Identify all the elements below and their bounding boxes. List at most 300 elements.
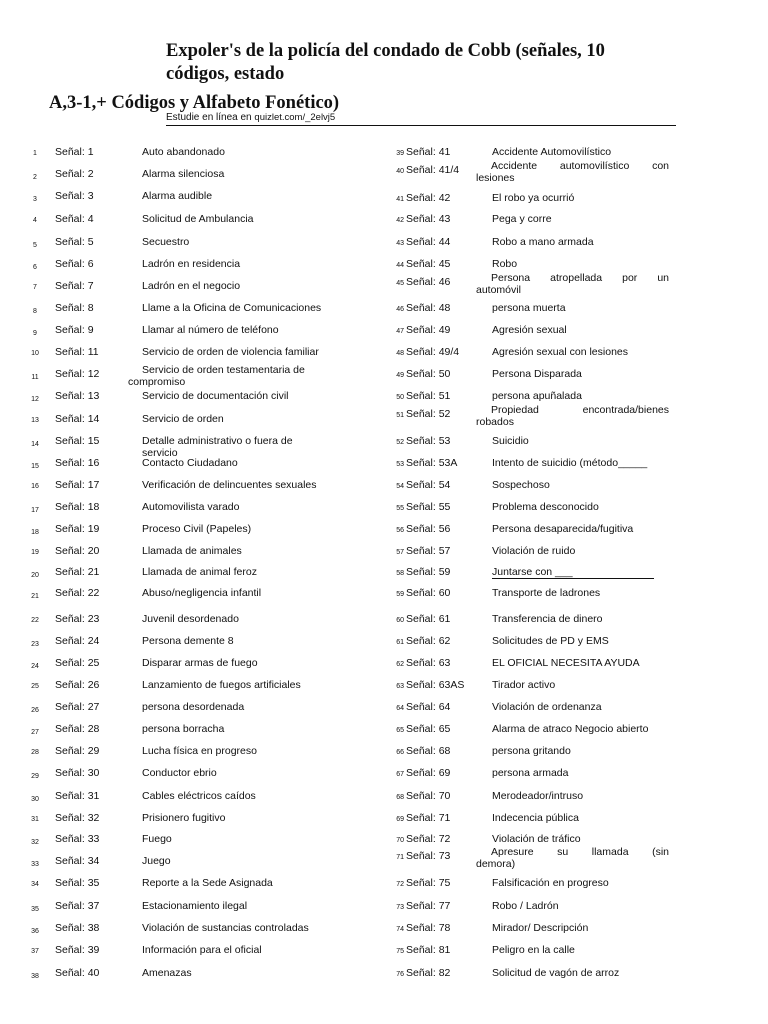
signal-code: Señal: 19 <box>55 523 100 535</box>
item-number: 58 <box>396 570 404 577</box>
item-number: 48 <box>396 350 404 357</box>
item-number: 18 <box>31 529 39 536</box>
list-item <box>0 213 390 235</box>
list-item <box>385 272 675 298</box>
list-item <box>0 790 390 812</box>
signal-code: Señal: 69 <box>406 767 451 779</box>
item-number: 21 <box>31 593 39 600</box>
item-number: 40 <box>396 168 404 175</box>
signal-description: Problema desconocido <box>492 501 599 513</box>
item-number: 29 <box>31 773 39 780</box>
signal-description: Violación de sustancias controladas <box>142 922 309 934</box>
list-item <box>0 457 390 479</box>
item-number: 1 <box>33 150 37 157</box>
item-number: 32 <box>31 839 39 846</box>
list-item <box>0 280 390 302</box>
signal-description: Detalle administrativo o fuera de servicio <box>142 435 293 459</box>
item-number: 6 <box>33 264 37 271</box>
item-number: 26 <box>31 707 39 714</box>
signal-description: Agresión sexual con lesiones <box>492 346 628 358</box>
item-number: 43 <box>396 240 404 247</box>
list-item <box>385 302 675 324</box>
item-number: 68 <box>396 794 404 801</box>
signal-code: Señal: 62 <box>406 635 451 647</box>
signal-description: Persona desaparecida/fugitiva <box>492 523 634 535</box>
list-item <box>385 922 675 944</box>
signal-description: Servicio de documentación civil <box>142 390 289 402</box>
signal-code: Señal: 12 <box>55 368 100 380</box>
signal-description: Solicitud de Ambulancia <box>142 213 254 225</box>
signal-code: Señal: 54 <box>406 479 451 491</box>
signal-code: Señal: 53A <box>406 457 458 469</box>
description-line-2: demora) <box>476 858 516 870</box>
signal-description: Solicitudes de PD y EMS <box>492 635 609 647</box>
item-number: 10 <box>31 350 39 357</box>
signal-description: persona apuñalada <box>492 390 582 402</box>
signal-code: Señal: 49/4 <box>406 346 460 358</box>
signal-description: Ladrón en el negocio <box>142 280 241 292</box>
signal-description: Ladrón en residencia <box>142 258 241 270</box>
signal-code: Señal: 49 <box>406 324 451 336</box>
signal-description <box>476 404 669 428</box>
list-item <box>0 900 390 922</box>
item-number: 33 <box>31 861 39 868</box>
list-item <box>385 877 675 899</box>
list-item <box>385 523 675 545</box>
signal-description: Verificación de delincuentes sexuales <box>142 479 317 491</box>
item-number: 64 <box>396 705 404 712</box>
signal-description: Accidente Automovilístico <box>492 146 612 158</box>
signal-description <box>476 846 669 870</box>
signal-description: Automovilista varado <box>142 501 240 513</box>
item-number: 69 <box>396 816 404 823</box>
item-number: 42 <box>396 217 404 224</box>
signal-description: Alarma de atraco Negocio abierto <box>492 723 649 735</box>
list-item <box>385 501 675 523</box>
list-item <box>385 790 675 812</box>
item-number: 61 <box>396 639 404 646</box>
signal-code: Señal: 44 <box>406 236 451 248</box>
signal-description: Llame a la Oficina de Comunicaciones <box>142 302 322 314</box>
signal-code: Señal: 70 <box>406 790 451 802</box>
description-line-2: robados <box>476 416 514 428</box>
signal-code: Señal: 63AS <box>406 679 465 691</box>
list-item <box>0 146 390 168</box>
item-number: 59 <box>396 591 404 598</box>
list-item <box>385 213 675 235</box>
signal-code: Señal: 64 <box>406 701 451 713</box>
item-number: 11 <box>31 374 39 381</box>
description-line-1: Apresure su llamada (sin <box>491 846 669 858</box>
signal-code: Señal: 8 <box>55 302 94 314</box>
item-number: 24 <box>31 663 39 670</box>
signal-code: Señal: 24 <box>55 635 100 647</box>
signal-code: Señal: 35 <box>55 877 100 889</box>
item-number: 22 <box>31 617 39 624</box>
list-item <box>385 900 675 922</box>
signal-description <box>476 272 669 296</box>
list-item <box>0 833 390 855</box>
signal-code: Señal: 53 <box>406 435 451 447</box>
item-number: 3 <box>33 196 37 203</box>
signal-description: persona borracha <box>142 723 225 735</box>
item-number: 16 <box>31 483 39 490</box>
item-number: 70 <box>396 837 404 844</box>
list-item <box>385 944 675 966</box>
description-line-1: Propiedad encontrada/bienes <box>491 404 669 416</box>
signal-description: Robo / Ladrón <box>492 900 559 912</box>
item-number: 12 <box>31 396 39 403</box>
list-item <box>385 346 675 368</box>
signal-code: Señal: 32 <box>55 812 100 824</box>
signal-code: Señal: 38 <box>55 922 100 934</box>
list-item <box>0 767 390 789</box>
signal-code: Señal: 34 <box>55 855 100 867</box>
item-number: 75 <box>396 948 404 955</box>
signal-code: Señal: 48 <box>406 302 451 314</box>
item-number: 44 <box>396 262 404 269</box>
item-number: 30 <box>31 796 39 803</box>
item-number: 55 <box>396 505 404 512</box>
signal-code: Señal: 5 <box>55 236 94 248</box>
description-line-2: compromiso <box>128 376 186 388</box>
signal-code: Señal: 1 <box>55 146 94 158</box>
signal-code: Señal: 17 <box>55 479 100 491</box>
item-number: 37 <box>31 948 39 955</box>
signal-code: Señal: 82 <box>406 967 451 979</box>
signal-description: Contacto Ciudadano <box>142 457 238 469</box>
list-item <box>385 767 675 789</box>
signal-code: Señal: 16 <box>55 457 100 469</box>
signal-description: Llamada de animal feroz <box>142 566 257 578</box>
signal-code: Señal: 75 <box>406 877 451 889</box>
signal-description: Reporte a la Sede Asignada <box>142 877 273 889</box>
list-item <box>385 723 675 745</box>
signal-code: Señal: 61 <box>406 613 451 625</box>
signal-code: Señal: 72 <box>406 833 451 845</box>
list-item <box>385 846 675 872</box>
item-number: 56 <box>396 527 404 534</box>
list-item <box>0 523 390 545</box>
list-item <box>0 587 390 609</box>
item-number: 9 <box>33 330 37 337</box>
item-number: 35 <box>31 906 39 913</box>
list-item <box>385 657 675 679</box>
item-number: 20 <box>31 572 39 579</box>
list-item <box>0 545 390 567</box>
item-number: 53 <box>396 461 404 468</box>
list-item <box>385 566 675 588</box>
signal-description: Transferencia de dinero <box>492 613 603 625</box>
signal-code: Señal: 33 <box>55 833 100 845</box>
list-item <box>0 657 390 679</box>
item-number: 36 <box>31 928 39 935</box>
list-item <box>385 368 675 390</box>
signal-code: Señal: 60 <box>406 587 451 599</box>
signal-code: Señal: 23 <box>55 613 100 625</box>
signal-code: Señal: 52 <box>406 408 451 420</box>
item-number: 38 <box>31 973 39 980</box>
signal-code: Señal: 28 <box>55 723 100 735</box>
signal-code: Señal: 3 <box>55 190 94 202</box>
signal-code: Señal: 7 <box>55 280 94 292</box>
signal-code: Señal: 18 <box>55 501 100 513</box>
item-number: 45 <box>396 280 404 287</box>
signal-description: Secuestro <box>142 236 190 248</box>
item-number: 46 <box>396 306 404 313</box>
list-item <box>385 635 675 657</box>
signal-code: Señal: 63 <box>406 657 451 669</box>
list-item <box>0 501 390 523</box>
signal-code: Señal: 29 <box>55 745 100 757</box>
signal-description: Sospechoso <box>492 479 550 491</box>
signal-code: Señal: 73 <box>406 850 451 862</box>
signal-code: Señal: 27 <box>55 701 100 713</box>
list-item <box>0 922 390 944</box>
signal-description: Solicitud de vagón de arroz <box>492 967 620 979</box>
item-number: 54 <box>396 483 404 490</box>
signal-description: Robo <box>492 258 518 270</box>
item-number: 15 <box>31 463 39 470</box>
signal-description: persona gritando <box>492 745 571 757</box>
signal-description: persona muerta <box>492 302 566 314</box>
item-number: 19 <box>31 549 39 556</box>
signal-code: Señal: 56 <box>406 523 451 535</box>
signal-description: Información para el oficial <box>142 944 262 956</box>
signal-code: Señal: 41 <box>406 146 451 158</box>
signal-code: Señal: 20 <box>55 545 100 557</box>
description-line-1: Persona atropellada por un <box>491 272 669 284</box>
item-number: 49 <box>396 372 404 379</box>
item-number: 66 <box>396 749 404 756</box>
signal-code: Señal: 81 <box>406 944 451 956</box>
item-number: 50 <box>396 394 404 401</box>
list-item <box>0 855 390 877</box>
signal-description: Persona Disparada <box>492 368 582 380</box>
signal-code: Señal: 45 <box>406 258 451 270</box>
signal-description: Llamada de animales <box>142 545 242 557</box>
signal-description: Conductor ebrio <box>142 767 217 779</box>
signal-description: Cables eléctricos caídos <box>142 790 256 802</box>
list-item <box>0 364 390 390</box>
list-item <box>385 457 675 479</box>
list-item <box>0 435 390 457</box>
signal-description: Intento de suicidio (método_____ <box>492 457 648 469</box>
signal-code: Señal: 51 <box>406 390 451 402</box>
list-item <box>385 479 675 501</box>
signal-description: Llamar al número de teléfono <box>142 324 279 336</box>
item-number: 52 <box>396 439 404 446</box>
signal-description: EL OFICIAL NECESITA AYUDA <box>492 657 640 669</box>
item-number: 72 <box>396 881 404 888</box>
signal-code: Señal: 71 <box>406 812 451 824</box>
study-link[interactable]: quizlet.com/_2elvj5 <box>254 112 336 123</box>
signal-code: Señal: 68 <box>406 745 451 757</box>
signal-code: Señal: 4 <box>55 213 94 225</box>
description-line-1: Accidente automovilístico con <box>491 160 669 172</box>
signal-description: Juego <box>142 855 171 867</box>
signal-description: Persona demente 8 <box>142 635 234 647</box>
description-line-1: Servicio de orden testamentaria de <box>142 364 305 376</box>
list-item <box>0 302 390 324</box>
signal-description: Tirador activo <box>492 679 556 691</box>
signal-description: Auto abandonado <box>142 146 225 158</box>
list-item <box>385 435 675 457</box>
signal-description: El robo ya ocurrió <box>492 192 575 204</box>
signal-description: Mirador/ Descripción <box>492 922 589 934</box>
item-number: 4 <box>33 217 37 224</box>
description-line-2: lesiones <box>476 172 515 184</box>
study-line <box>166 112 676 126</box>
signal-description: Alarma silenciosa <box>142 168 225 180</box>
signal-description: Peligro en la calle <box>492 944 575 956</box>
list-item <box>0 190 390 212</box>
page-subtitle: A,3-1,+ Códigos y Alfabeto Fonético) <box>49 93 340 113</box>
list-item <box>385 324 675 346</box>
item-number: 41 <box>396 196 404 203</box>
page-title: Expoler's de la policía del condado de Cobb (señales, 10 códigos, estado <box>166 41 605 84</box>
signal-description <box>476 160 669 184</box>
item-number: 27 <box>31 729 39 736</box>
list-item <box>385 967 675 989</box>
signal-description: Abuso/negligencia infantil <box>142 587 262 599</box>
list-item <box>0 967 390 989</box>
signal-description: Alarma audible <box>142 190 213 202</box>
list-item <box>0 258 390 280</box>
list-item <box>385 545 675 567</box>
item-number: 7 <box>33 284 37 291</box>
item-number: 60 <box>396 617 404 624</box>
list-item <box>385 587 675 609</box>
signal-code: Señal: 9 <box>55 324 94 336</box>
list-item <box>385 236 675 258</box>
item-number: 73 <box>396 904 404 911</box>
signal-description: Disparar armas de fuego <box>142 657 258 669</box>
list-item <box>0 324 390 346</box>
item-number: 34 <box>31 881 39 888</box>
list-item <box>0 168 390 190</box>
signal-description: Pega y corre <box>492 213 552 225</box>
list-item <box>0 413 390 435</box>
signal-description: Robo a mano armada <box>492 236 594 248</box>
item-number: 65 <box>396 727 404 734</box>
signal-description: Servicio de orden <box>142 413 224 425</box>
item-number: 57 <box>396 549 404 556</box>
signal-description: Agresión sexual <box>492 324 567 336</box>
signal-code: Señal: 25 <box>55 657 100 669</box>
signal-code: Señal: 39 <box>55 944 100 956</box>
signal-code: Señal: 15 <box>55 435 100 447</box>
list-item <box>385 812 675 834</box>
signal-description: Violación de tráfico <box>492 833 581 845</box>
description-line-2: automóvil <box>476 284 521 296</box>
signal-description: Proceso Civil (Papeles) <box>142 523 252 535</box>
list-item <box>385 404 675 430</box>
item-number: 25 <box>31 683 39 690</box>
item-number: 47 <box>396 328 404 335</box>
item-number: 28 <box>31 749 39 756</box>
signal-code: Señal: 22 <box>55 587 100 599</box>
signal-code: Señal: 57 <box>406 545 451 557</box>
list-item <box>0 701 390 723</box>
signal-code: Señal: 26 <box>55 679 100 691</box>
signal-code: Señal: 55 <box>406 501 451 513</box>
signal-description <box>128 364 327 388</box>
signal-description: Violación de ordenanza <box>492 701 602 713</box>
list-item <box>0 635 390 657</box>
signal-description: Juntarse con ___ <box>492 566 654 579</box>
item-number: 2 <box>33 174 37 181</box>
item-number: 14 <box>31 441 39 448</box>
list-item <box>0 390 390 412</box>
signal-description: Lanzamiento de fuegos artificiales <box>142 679 301 691</box>
signal-code: Señal: 77 <box>406 900 451 912</box>
list-item <box>385 745 675 767</box>
list-item <box>0 723 390 745</box>
signal-code: Señal: 40 <box>55 967 100 979</box>
item-number: 13 <box>31 417 39 424</box>
signal-description: persona desordenada <box>142 701 245 713</box>
signal-description: Amenazas <box>142 967 192 979</box>
list-item <box>0 613 390 635</box>
list-item <box>385 613 675 635</box>
signal-code: Señal: 42 <box>406 192 451 204</box>
signal-description: Juvenil desordenado <box>142 613 239 625</box>
list-item <box>385 701 675 723</box>
signal-code: Señal: 46 <box>406 276 451 288</box>
signal-code: Señal: 13 <box>55 390 100 402</box>
item-number: 62 <box>396 661 404 668</box>
item-number: 17 <box>31 507 39 514</box>
signal-code: Señal: 37 <box>55 900 100 912</box>
list-item <box>0 745 390 767</box>
signal-description: Prisionero fugitivo <box>142 812 226 824</box>
signal-description: Indecencia pública <box>492 812 579 824</box>
signal-code: Señal: 14 <box>55 413 100 425</box>
list-item <box>0 566 390 588</box>
signal-description: Violación de ruido <box>492 545 576 557</box>
signal-description: Suicidio <box>492 435 529 447</box>
list-item <box>0 812 390 834</box>
signal-description: Servicio de orden de violencia familiar <box>142 346 319 358</box>
signal-code: Señal: 31 <box>55 790 100 802</box>
signal-code: Señal: 11 <box>55 346 99 358</box>
list-item <box>385 192 675 214</box>
signal-description: persona armada <box>492 767 569 779</box>
signal-description: Estacionamiento ilegal <box>142 900 248 912</box>
signal-code: Señal: 43 <box>406 213 451 225</box>
signal-code: Señal: 2 <box>55 168 94 180</box>
list-item <box>385 679 675 701</box>
item-number: 39 <box>396 150 404 157</box>
signal-description: Lucha física en progreso <box>142 745 257 757</box>
item-number: 74 <box>396 926 404 933</box>
signal-description: Merodeador/intruso <box>492 790 584 802</box>
signal-code: Señal: 78 <box>406 922 451 934</box>
item-number: 8 <box>33 308 37 315</box>
list-item <box>385 160 675 186</box>
item-number: 76 <box>396 971 404 978</box>
signal-code: Señal: 6 <box>55 258 94 270</box>
item-number: 71 <box>396 854 404 861</box>
signal-description: Falsificación en progreso <box>492 877 609 889</box>
list-item <box>0 877 390 899</box>
item-number: 51 <box>396 412 404 419</box>
signal-code: Señal: 41/4 <box>406 164 460 176</box>
signal-code: Señal: 65 <box>406 723 451 735</box>
study-prefix: Estudie en línea en <box>166 112 255 123</box>
list-item <box>0 479 390 501</box>
